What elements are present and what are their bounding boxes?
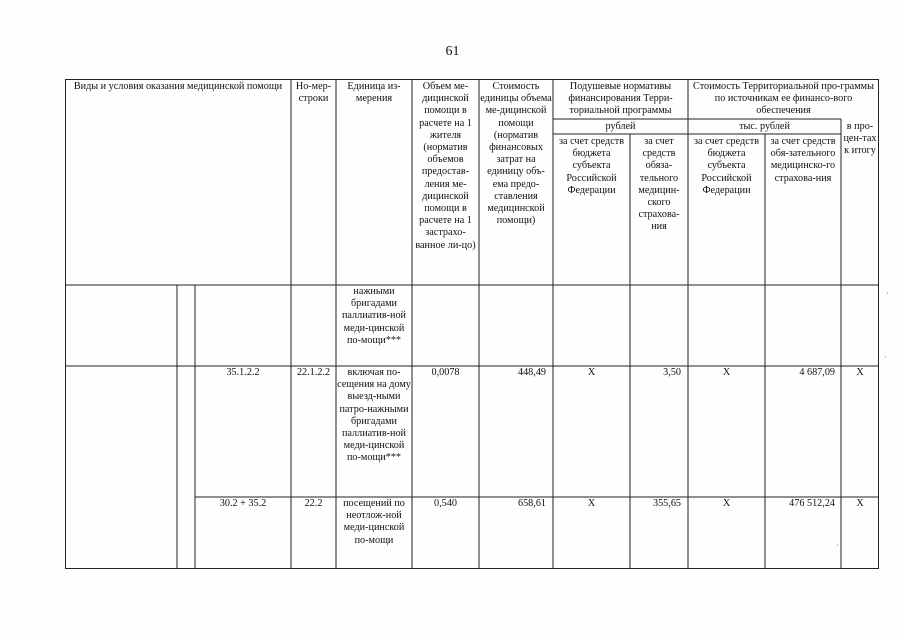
header-unit: Единица из-мерения: [347, 81, 401, 105]
table-row-2-percent: Х: [856, 498, 864, 509]
table-row-2-number: 22.2: [304, 498, 323, 509]
table-row-1-cost-budget: Х: [722, 367, 731, 378]
header-row-number: Но-мер-строки: [295, 81, 332, 105]
scan-speck: ·: [836, 540, 839, 550]
table-row-1-volume: 0,0078: [431, 367, 460, 378]
table-row-2-cost-budget: Х: [722, 498, 731, 509]
table-row-2-per-capita-insurance: 355,65: [652, 498, 681, 509]
table-row-1-percent: Х: [856, 367, 864, 378]
header-percent: в про-цен-тах к итогу: [843, 121, 877, 157]
header-per-capita: Подушевые нормативы финансирования Терри-ториальной программы: [568, 81, 673, 117]
financing-table: [65, 79, 879, 569]
table-row-2-cost: 658,61: [517, 498, 546, 509]
table-row-2-volume: 0,540: [434, 498, 457, 509]
table-row-0-unit: нажными бригадами паллиатив-ной меди-цинской по-мощи***: [341, 286, 407, 346]
header-thousand-rubles: тыс. рублей: [739, 121, 790, 132]
header-per-capita-budget: за счет средств бюджета субъекта Российской Федерации: [558, 136, 625, 196]
scan-speck: ·: [884, 352, 887, 362]
header-cost-budget: за счет средств бюджета субъекта Российской Федерации: [693, 136, 760, 196]
header-volume: Объем ме-дицинской помощи в расчете на 1 жителя (норматив объемов предостав-ления ме-дицинской помощи в расчете на 1 застрахо-ванное ли-цо): [415, 81, 476, 251]
header-per-capita-insurance: за счет средств обяза-тельного медицин-ского страхова-ния: [638, 136, 680, 233]
table-row-1-per-capita-insurance: 3,50: [663, 367, 681, 378]
header-cost-insurance: за счет средств обя-зательного медицинско-го страхова-ния: [770, 136, 836, 184]
table-row-1-unit: включая по-сещения на дому выезд-ными патро-нажными бригадами паллиатив-ной меди-цинской по-мощи***: [337, 367, 411, 464]
header-rubles: рублей: [605, 121, 636, 132]
table-row-1-formula: 35.1.2.2: [226, 367, 260, 378]
table-row-1-number: 22.1.2.2: [296, 367, 331, 378]
header-program-cost: Стоимость Территориальной про-граммы по источникам ее финансо-вого обеспечения: [693, 81, 874, 117]
header-cost: Стоимость единицы объема ме-дицинской помощи (норматив финансовых затрат на единицу объ-ема предо-ставления медицинской помощи): [480, 81, 552, 227]
table-row-1-cost-insurance: 4 687,09: [799, 367, 835, 378]
table-row-1-cost: 448,49: [517, 367, 546, 378]
scan-speck: ·: [886, 288, 889, 298]
table-row-2-cost-insurance: 476 512,24: [789, 498, 835, 509]
page-number: 61: [445, 44, 460, 59]
table-row-2-formula: 30.2 + 35.2: [219, 498, 267, 509]
table-row-1-per-capita-budget: Х: [587, 367, 596, 378]
header-types: Виды и условия оказания медицинской помощи: [73, 81, 283, 92]
table-row-2-unit: посещений по неотлож-ной меди-цинской по-мощи: [343, 498, 405, 546]
table-row-2-per-capita-budget: Х: [587, 498, 596, 509]
